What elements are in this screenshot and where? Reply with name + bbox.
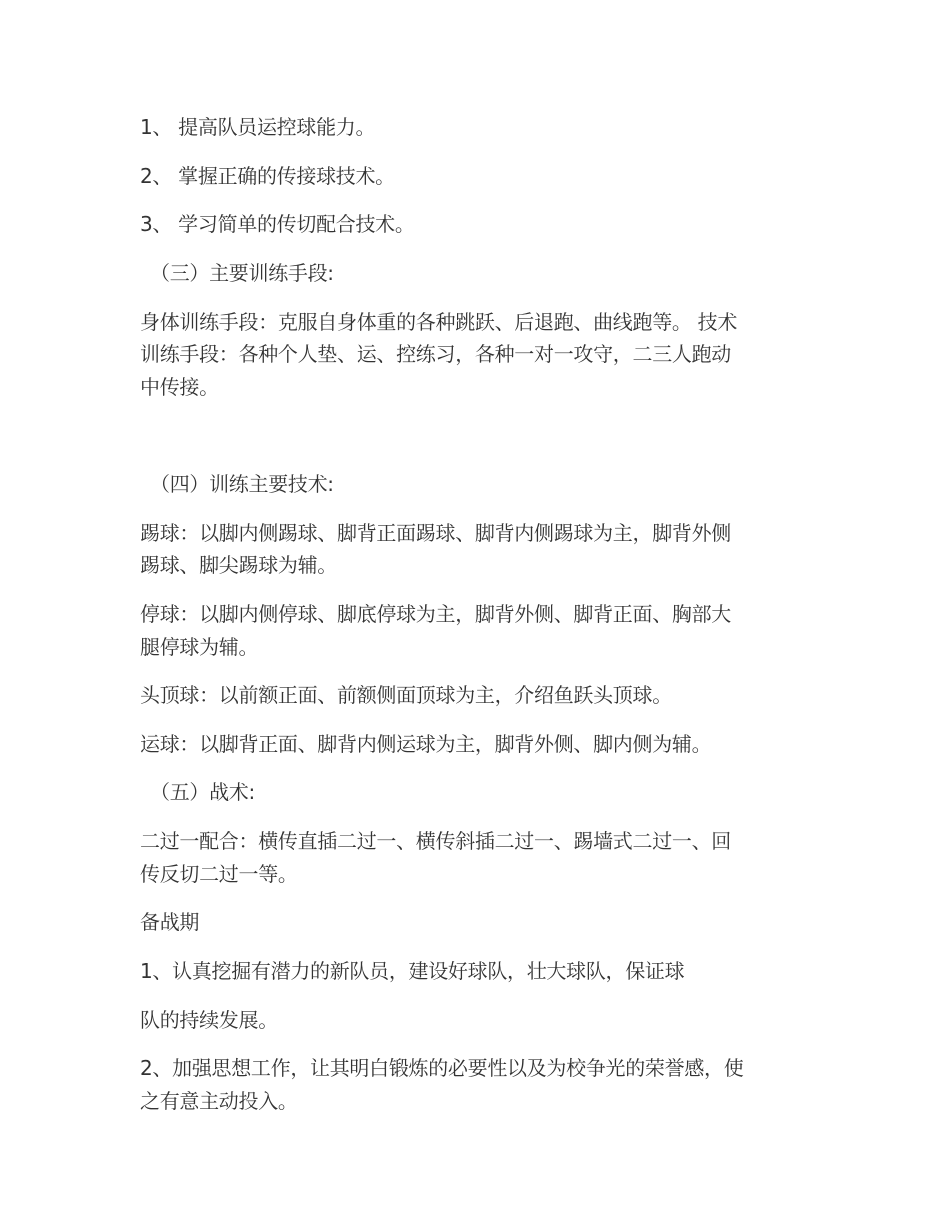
paragraph-line: 身体训练手段：克服自身体重的各种跳跃、后退跑、曲线跑等。 技术 [140,310,738,334]
section-heading-preparation-period: 备战期 [140,910,200,934]
paragraph-line: 头顶球：以前额正面、前额侧面顶球为主，介绍鱼跃头顶球。 [140,683,672,707]
section-heading-main-techniques: （四）训练主要技术: [150,472,334,496]
paragraph-line: 腿停球为辅。 [140,635,259,659]
paragraph-line: 之有意主动投入。 [140,1089,298,1113]
goal-item-2: 2、 掌握正确的传接球技术。 [140,164,395,188]
paragraph-line: 训练手段：各种个人垫、运、控练习，各种一对一攻守，二三人跑动 [140,342,731,366]
paragraph-line: 队的持续发展。 [140,1008,278,1032]
paragraph-line: 2、加强思想工作，让其明白锻炼的必要性以及为校争光的荣誉感，使 [140,1056,744,1080]
paragraph-line: 踢球：以脚内侧踢球、脚背正面踢球、脚背内侧踢球为主，脚背外侧 [140,521,731,545]
goal-item-3: 3、 学习简单的传切配合技术。 [140,212,415,236]
paragraph-line: 停球：以脚内侧停球、脚底停球为主，脚背外侧、脚背正面、胸部大 [140,602,731,626]
paragraph-line: 二过一配合：横传直插二过一、横传斜插二过一、踢墙式二过一、回 [140,829,731,853]
goal-item-1: 1、 提高队员运控球能力。 [140,115,376,139]
paragraph-line: 中传接。 [140,375,219,399]
section-heading-tactics: （五）战术: [150,780,255,804]
paragraph-line: 踢球、脚尖踢球为辅。 [140,553,337,577]
paragraph-line: 1、认真挖掘有潜力的新队员，建设好球队，壮大球队，保证球 [140,959,685,983]
section-heading-training-methods: （三）主要训练手段: [150,261,334,285]
paragraph-line: 运球：以脚背正面、脚背内侧运球为主，脚背外侧、脚内侧为辅。 [140,732,712,756]
paragraph-line: 传反切二过一等。 [140,862,298,886]
